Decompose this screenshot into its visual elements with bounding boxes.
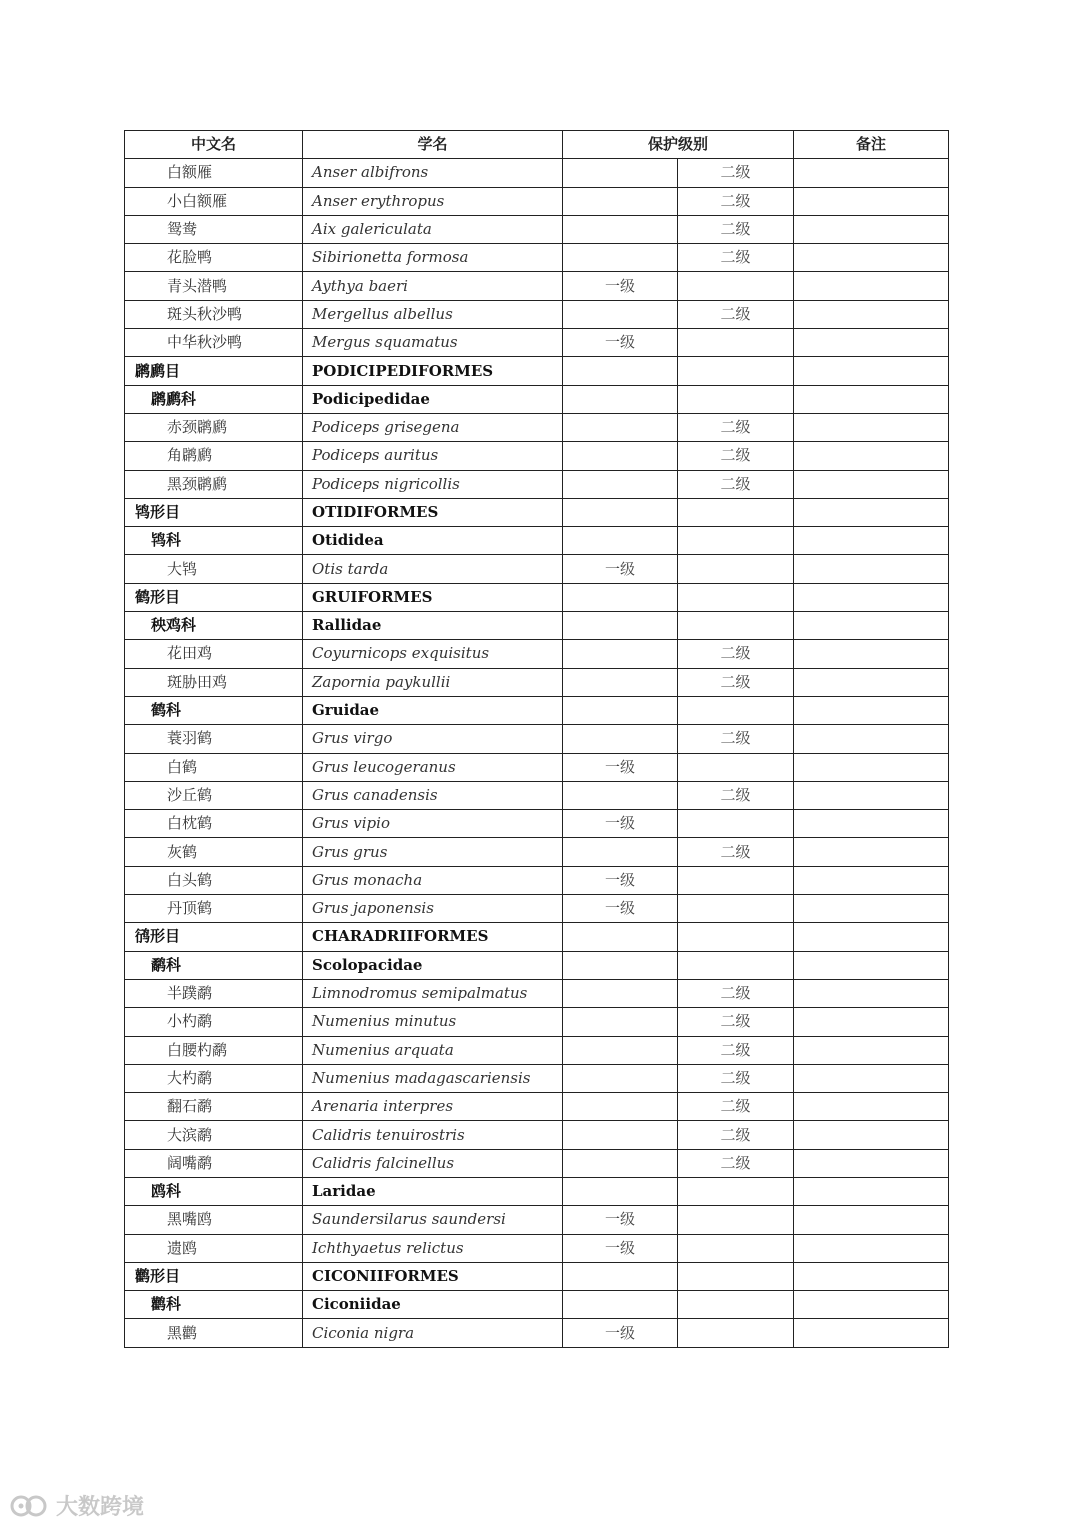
family-row <box>125 385 949 413</box>
cell-scientific-name: Arenaria interpres <box>303 1093 563 1121</box>
cell-remarks <box>794 329 949 357</box>
cell-chinese-name: 翻石鹬 <box>125 1093 303 1121</box>
cell-level-1 <box>563 640 678 668</box>
family-row <box>125 696 949 724</box>
cell-chinese-name: 遗鸥 <box>125 1234 303 1262</box>
cell-scientific-name: Ichthyaetus relictus <box>303 1234 563 1262</box>
species-row <box>125 1121 949 1149</box>
cell-level-1 <box>563 1093 678 1121</box>
cell-level-1 <box>563 1064 678 1092</box>
cell-level-1 <box>563 1262 678 1290</box>
cell-level-1 <box>563 1121 678 1149</box>
cell-level-1: 一级 <box>563 555 678 583</box>
cell-chinese-name: 蓑羽鹤 <box>125 725 303 753</box>
cell-chinese-name: 䴙䴘目 <box>125 357 303 385</box>
cell-level-2: 二级 <box>678 838 794 866</box>
cell-scientific-name: Grus leucogeranus <box>303 753 563 781</box>
cell-level-2 <box>678 951 794 979</box>
cell-level-2 <box>678 555 794 583</box>
species-row <box>125 753 949 781</box>
cell-chinese-name: 青头潜鸭 <box>125 272 303 300</box>
cell-level-1 <box>563 385 678 413</box>
cell-remarks <box>794 923 949 951</box>
cell-scientific-name: Calidris falcinellus <box>303 1149 563 1177</box>
cell-scientific-name: Saundersilarus saundersi <box>303 1206 563 1234</box>
cell-level-1 <box>563 1008 678 1036</box>
cell-level-1 <box>563 923 678 951</box>
cell-remarks <box>794 781 949 809</box>
cell-chinese-name: 鸻形目 <box>125 923 303 951</box>
cell-scientific-name: Limnodromus semipalmatus <box>303 979 563 1007</box>
cell-level-2 <box>678 612 794 640</box>
cell-scientific-name: Mergellus albellus <box>303 300 563 328</box>
cell-scientific-name: Grus monacha <box>303 866 563 894</box>
cell-level-1: 一级 <box>563 1234 678 1262</box>
cell-scientific-name: Grus japonensis <box>303 895 563 923</box>
cell-remarks <box>794 951 949 979</box>
cell-remarks <box>794 470 949 498</box>
cell-level-2: 二级 <box>678 640 794 668</box>
cell-level-1 <box>563 442 678 470</box>
cell-level-1 <box>563 1177 678 1205</box>
cell-scientific-name: Coyurnicops exquisitus <box>303 640 563 668</box>
species-row <box>125 895 949 923</box>
header-remarks: 备注 <box>794 131 949 159</box>
cell-level-2 <box>678 696 794 724</box>
cell-scientific-name: Laridae <box>303 1177 563 1205</box>
species-row <box>125 640 949 668</box>
cell-scientific-name: Ciconiidae <box>303 1291 563 1319</box>
species-table-container <box>124 130 948 1348</box>
cell-level-1 <box>563 583 678 611</box>
cell-level-1: 一级 <box>563 810 678 838</box>
cell-chinese-name: 鸨科 <box>125 527 303 555</box>
cell-remarks <box>794 810 949 838</box>
family-row <box>125 527 949 555</box>
cell-level-1 <box>563 244 678 272</box>
cell-scientific-name: Gruidae <box>303 696 563 724</box>
cell-level-2: 二级 <box>678 159 794 187</box>
cell-remarks <box>794 612 949 640</box>
cell-chinese-name: 角䴙䴘 <box>125 442 303 470</box>
cell-level-2 <box>678 527 794 555</box>
species-row <box>125 781 949 809</box>
cell-level-2 <box>678 866 794 894</box>
cell-remarks <box>794 1121 949 1149</box>
species-row <box>125 272 949 300</box>
cell-level-2: 二级 <box>678 1121 794 1149</box>
cell-chinese-name: 半蹼鹬 <box>125 979 303 1007</box>
cell-scientific-name: Zapornia paykullii <box>303 668 563 696</box>
cell-scientific-name: Aythya baeri <box>303 272 563 300</box>
cell-scientific-name: Scolopacidae <box>303 951 563 979</box>
cell-level-2 <box>678 1206 794 1234</box>
cell-scientific-name: Podicipedidae <box>303 385 563 413</box>
cell-level-1: 一级 <box>563 895 678 923</box>
cell-chinese-name: 中华秋沙鸭 <box>125 329 303 357</box>
cell-level-2: 二级 <box>678 244 794 272</box>
species-row <box>125 1008 949 1036</box>
cell-chinese-name: 鸨形目 <box>125 498 303 526</box>
cell-chinese-name: 赤颈䴙䴘 <box>125 413 303 441</box>
cell-chinese-name: 丹顶鹤 <box>125 895 303 923</box>
cell-chinese-name: 白头鹤 <box>125 866 303 894</box>
species-row <box>125 300 949 328</box>
cell-remarks <box>794 272 949 300</box>
cell-chinese-name: 大滨鹬 <box>125 1121 303 1149</box>
species-row <box>125 1036 949 1064</box>
species-row <box>125 159 949 187</box>
cell-remarks <box>794 753 949 781</box>
cell-level-1 <box>563 215 678 243</box>
cell-chinese-name: 鸳鸯 <box>125 215 303 243</box>
cell-level-2 <box>678 1234 794 1262</box>
cell-level-1 <box>563 1036 678 1064</box>
cell-level-1: 一级 <box>563 1206 678 1234</box>
cell-level-2: 二级 <box>678 442 794 470</box>
cell-remarks <box>794 895 949 923</box>
cell-level-1: 一级 <box>563 753 678 781</box>
order-row <box>125 923 949 951</box>
cell-chinese-name: 小杓鹬 <box>125 1008 303 1036</box>
cell-level-1 <box>563 357 678 385</box>
species-row <box>125 668 949 696</box>
cell-scientific-name: Grus canadensis <box>303 781 563 809</box>
cell-scientific-name: Anser erythropus <box>303 187 563 215</box>
cell-scientific-name: Otis tarda <box>303 555 563 583</box>
cell-level-1 <box>563 725 678 753</box>
cell-scientific-name: Aix galericulata <box>303 215 563 243</box>
cell-chinese-name: 黑嘴鸥 <box>125 1206 303 1234</box>
cell-level-1 <box>563 696 678 724</box>
cell-scientific-name: OTIDIFORMES <box>303 498 563 526</box>
cell-remarks <box>794 668 949 696</box>
cell-chinese-name: 白枕鹤 <box>125 810 303 838</box>
protected-species-table <box>124 130 949 1348</box>
cell-scientific-name: Ciconia nigra <box>303 1319 563 1347</box>
cell-chinese-name: 䴙䴘科 <box>125 385 303 413</box>
cell-chinese-name: 阔嘴鹬 <box>125 1149 303 1177</box>
cell-remarks <box>794 187 949 215</box>
cell-level-2: 二级 <box>678 1036 794 1064</box>
cell-level-1 <box>563 1291 678 1319</box>
cell-remarks <box>794 1177 949 1205</box>
order-row <box>125 1262 949 1290</box>
cell-chinese-name: 斑胁田鸡 <box>125 668 303 696</box>
cell-level-2: 二级 <box>678 1149 794 1177</box>
cell-chinese-name: 白额雁 <box>125 159 303 187</box>
cell-level-2: 二级 <box>678 979 794 1007</box>
cell-chinese-name: 鹬科 <box>125 951 303 979</box>
species-row <box>125 413 949 441</box>
family-row <box>125 612 949 640</box>
cell-level-2: 二级 <box>678 725 794 753</box>
cell-scientific-name: Grus vipio <box>303 810 563 838</box>
cell-level-1 <box>563 668 678 696</box>
species-row <box>125 1093 949 1121</box>
cell-level-2 <box>678 810 794 838</box>
cell-level-1: 一级 <box>563 329 678 357</box>
header-scientific-name: 学名 <box>303 131 563 159</box>
cell-remarks <box>794 1064 949 1092</box>
cell-level-1: 一级 <box>563 272 678 300</box>
species-row <box>125 1149 949 1177</box>
cell-scientific-name: Podiceps auritus <box>303 442 563 470</box>
logo-icon <box>10 1493 50 1519</box>
cell-chinese-name: 黑鹳 <box>125 1319 303 1347</box>
cell-remarks <box>794 1093 949 1121</box>
cell-scientific-name: Numenius arquata <box>303 1036 563 1064</box>
cell-level-1 <box>563 470 678 498</box>
cell-scientific-name: Numenius minutus <box>303 1008 563 1036</box>
cell-level-2 <box>678 923 794 951</box>
cell-chinese-name: 鹤科 <box>125 696 303 724</box>
cell-remarks <box>794 1319 949 1347</box>
cell-chinese-name: 大杓鹬 <box>125 1064 303 1092</box>
cell-remarks <box>794 979 949 1007</box>
species-row <box>125 810 949 838</box>
cell-chinese-name: 小白额雁 <box>125 187 303 215</box>
cell-level-1 <box>563 781 678 809</box>
cell-level-1 <box>563 413 678 441</box>
cell-level-2 <box>678 272 794 300</box>
cell-chinese-name: 灰鹤 <box>125 838 303 866</box>
cell-level-2: 二级 <box>678 470 794 498</box>
cell-level-1 <box>563 1149 678 1177</box>
cell-scientific-name: CICONIIFORMES <box>303 1262 563 1290</box>
cell-remarks <box>794 640 949 668</box>
cell-scientific-name: Grus virgo <box>303 725 563 753</box>
species-row <box>125 329 949 357</box>
cell-level-1 <box>563 527 678 555</box>
cell-scientific-name: CHARADRIIFORMES <box>303 923 563 951</box>
species-row <box>125 442 949 470</box>
species-row <box>125 838 949 866</box>
cell-level-1 <box>563 979 678 1007</box>
cell-level-2 <box>678 895 794 923</box>
cell-level-2 <box>678 357 794 385</box>
cell-level-2: 二级 <box>678 187 794 215</box>
cell-chinese-name: 大鸨 <box>125 555 303 583</box>
cell-remarks <box>794 300 949 328</box>
order-row <box>125 498 949 526</box>
cell-scientific-name: Mergus squamatus <box>303 329 563 357</box>
cell-chinese-name: 鹤形目 <box>125 583 303 611</box>
cell-level-2: 二级 <box>678 781 794 809</box>
cell-scientific-name: PODICIPEDIFORMES <box>303 357 563 385</box>
cell-level-2 <box>678 385 794 413</box>
cell-remarks <box>794 1291 949 1319</box>
cell-level-2: 二级 <box>678 668 794 696</box>
cell-scientific-name: Anser albifrons <box>303 159 563 187</box>
cell-scientific-name: Sibirionetta formosa <box>303 244 563 272</box>
species-row <box>125 555 949 583</box>
cell-level-2 <box>678 498 794 526</box>
species-row <box>125 187 949 215</box>
watermark-text: 大数跨境 <box>56 1495 145 1520</box>
order-row <box>125 357 949 385</box>
cell-scientific-name: Rallidae <box>303 612 563 640</box>
cell-scientific-name: Podiceps nigricollis <box>303 470 563 498</box>
family-row <box>125 1291 949 1319</box>
cell-level-2 <box>678 1177 794 1205</box>
header-chinese-name: 中文名 <box>125 131 303 159</box>
cell-level-2 <box>678 329 794 357</box>
cell-remarks <box>794 1206 949 1234</box>
cell-level-2 <box>678 583 794 611</box>
cell-remarks <box>794 1036 949 1064</box>
cell-remarks <box>794 725 949 753</box>
cell-chinese-name: 花脸鸭 <box>125 244 303 272</box>
cell-level-2 <box>678 753 794 781</box>
cell-chinese-name: 白鹤 <box>125 753 303 781</box>
species-row <box>125 1064 949 1092</box>
watermark <box>10 1490 144 1521</box>
cell-chinese-name: 沙丘鹤 <box>125 781 303 809</box>
cell-level-2: 二级 <box>678 1064 794 1092</box>
species-row <box>125 215 949 243</box>
species-row <box>125 866 949 894</box>
cell-scientific-name: Numenius madagascariensis <box>303 1064 563 1092</box>
cell-chinese-name: 黑颈䴙䴘 <box>125 470 303 498</box>
cell-remarks <box>794 527 949 555</box>
order-row <box>125 583 949 611</box>
cell-level-2 <box>678 1262 794 1290</box>
cell-chinese-name: 鹳科 <box>125 1291 303 1319</box>
cell-level-2: 二级 <box>678 413 794 441</box>
cell-level-2: 二级 <box>678 300 794 328</box>
cell-level-1 <box>563 300 678 328</box>
cell-level-1: 一级 <box>563 1319 678 1347</box>
cell-remarks <box>794 1008 949 1036</box>
cell-chinese-name: 秧鸡科 <box>125 612 303 640</box>
species-row <box>125 725 949 753</box>
cell-chinese-name: 斑头秋沙鸭 <box>125 300 303 328</box>
cell-level-2 <box>678 1319 794 1347</box>
cell-remarks <box>794 159 949 187</box>
cell-chinese-name: 白腰杓鹬 <box>125 1036 303 1064</box>
cell-remarks <box>794 244 949 272</box>
species-row <box>125 1234 949 1262</box>
cell-remarks <box>794 413 949 441</box>
cell-level-2: 二级 <box>678 215 794 243</box>
cell-level-2: 二级 <box>678 1093 794 1121</box>
cell-remarks <box>794 1149 949 1177</box>
cell-chinese-name: 鹳形目 <box>125 1262 303 1290</box>
species-row <box>125 1206 949 1234</box>
cell-chinese-name: 鸥科 <box>125 1177 303 1205</box>
table-body <box>125 159 949 1347</box>
cell-remarks <box>794 696 949 724</box>
cell-scientific-name: Podiceps grisegena <box>303 413 563 441</box>
cell-level-1 <box>563 612 678 640</box>
cell-remarks <box>794 555 949 583</box>
cell-remarks <box>794 357 949 385</box>
cell-remarks <box>794 583 949 611</box>
cell-level-1 <box>563 187 678 215</box>
species-row <box>125 244 949 272</box>
cell-level-2: 二级 <box>678 1008 794 1036</box>
cell-remarks <box>794 838 949 866</box>
cell-level-1: 一级 <box>563 866 678 894</box>
cell-level-1 <box>563 951 678 979</box>
cell-remarks <box>794 442 949 470</box>
cell-level-1 <box>563 838 678 866</box>
family-row <box>125 1177 949 1205</box>
cell-remarks <box>794 498 949 526</box>
cell-remarks <box>794 215 949 243</box>
cell-remarks <box>794 1234 949 1262</box>
cell-scientific-name: Calidris tenuirostris <box>303 1121 563 1149</box>
family-row <box>125 951 949 979</box>
cell-scientific-name: GRUIFORMES <box>303 583 563 611</box>
cell-remarks <box>794 1262 949 1290</box>
cell-scientific-name: Grus grus <box>303 838 563 866</box>
cell-remarks <box>794 866 949 894</box>
table-header-row <box>125 131 949 159</box>
cell-level-1 <box>563 159 678 187</box>
species-row <box>125 979 949 1007</box>
cell-level-2 <box>678 1291 794 1319</box>
cell-scientific-name: Otididea <box>303 527 563 555</box>
cell-chinese-name: 花田鸡 <box>125 640 303 668</box>
cell-remarks <box>794 385 949 413</box>
species-row <box>125 1319 949 1347</box>
cell-level-1 <box>563 498 678 526</box>
species-row <box>125 470 949 498</box>
header-protection-level: 保护级别 <box>563 131 794 159</box>
